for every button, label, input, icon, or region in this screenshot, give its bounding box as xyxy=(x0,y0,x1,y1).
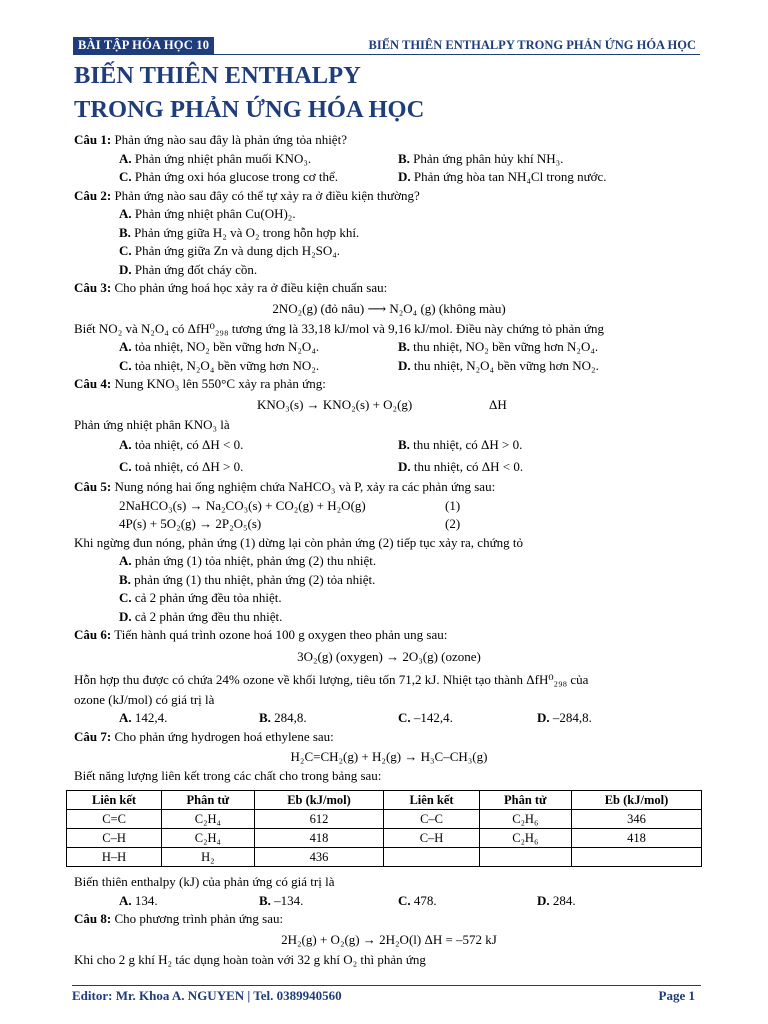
option-a: A. tỏa nhiệt, NO₂ bền vững hơn N₂O₄. xyxy=(119,339,320,354)
question-4-options-cd xyxy=(74,456,704,478)
table-header-row: Liên kết Phân tử Eb (kJ/mol) Liên kết Phân tử Eb (kJ/mol) xyxy=(67,791,702,810)
question-3-options-cd xyxy=(74,357,704,376)
question-4-lead: Phản ứng nhiệt phân KNO₃ là xyxy=(74,416,230,432)
option-d: D. Phản ứng đốt cháy cồn. xyxy=(119,261,258,277)
option-c: C. tỏa nhiệt, N₂O₄ bền vững hơn NO₂. xyxy=(119,357,320,373)
question-5-lead: Khi ngừng đun nóng, phản ứng (1) dừng lại còn phản ứng (2) tiếp tục xảy ra, chứng tỏ xyxy=(74,534,523,550)
option-d: D. –284,8. xyxy=(537,710,592,725)
question-4-equation xyxy=(74,394,704,416)
equation: 2H₂(g) + O₂(g) → 2H₂O(l) ΔH = –572 kJ xyxy=(281,931,497,947)
page-title-line2: TRONG PHẢN ỨNG HÓA HỌC xyxy=(74,96,425,123)
equation: 2NO₂(g) (đỏ nâu) ⟶ N₂O₄ (g) (không màu) xyxy=(272,300,506,316)
equation: KNO₃(s) → KNO₂(s) + O₂(g) xyxy=(257,396,413,412)
table-row: H–H H₂ 436 xyxy=(67,848,702,867)
option-c: C. toả nhiệt, có ΔH > 0. xyxy=(119,459,244,474)
option-b: B. thu nhiệt, có ΔH > 0. xyxy=(398,437,523,452)
option-b: B. –134. xyxy=(259,892,304,908)
option-d: D. 284. xyxy=(537,892,576,908)
question-6: Câu 6: Tiến hành quá trình ozone hoá 100 g oxygen theo phản ung sau: xyxy=(74,627,448,642)
delta-h: ΔH xyxy=(489,396,507,412)
option-c: C. Phản ứng giữa Zn và dung dịch H₂SO₄. xyxy=(119,243,341,258)
option-a: A. Phản ứng nhiệt phân muối KNO₃. xyxy=(119,150,312,166)
question-4: Câu 4: Nung KNO₃ lên 550°C xảy ra phản ứng: xyxy=(74,376,326,391)
option-b: B. 284,8. xyxy=(259,710,307,725)
option-d: D. thu nhiệt, có ΔH < 0. xyxy=(398,459,524,474)
header-subject: BÀI TẬP HÓA HỌC 10 xyxy=(73,37,214,54)
option-d: D. Phản ứng hòa tan NH₄Cl trong nước. xyxy=(398,169,607,184)
question-2: Câu 2: Phản ứng nào sau đây có thể tự xảy ra ở điều kiện thường? xyxy=(74,187,420,203)
question-7-options xyxy=(74,892,704,911)
question-3: Câu 3: Cho phản ứng hoá học xảy ra ở điều kiện chuẩn sau: xyxy=(74,280,388,295)
equation: H₂C=CH₂(g) + H₂(g) → H₃C–CH₃(g) xyxy=(290,749,488,764)
option-d: D. cả 2 phản ứng đều thu nhiệt. xyxy=(119,608,283,624)
option-c: C. –142,4. xyxy=(398,710,453,725)
question-list xyxy=(74,131,704,786)
equation: 3O₂(g) (oxygen) → 2O₃(g) (ozone) xyxy=(297,648,481,664)
option-c: C. 478. xyxy=(398,892,437,908)
table-row: C=C C₂H₄ 612 C–C C₂H₆ 346 xyxy=(67,810,702,829)
page-header xyxy=(73,35,700,55)
option-a: A. Phản ứng nhiệt phân Cu(OH)₂. xyxy=(119,206,296,221)
question-7: Câu 7: Cho phản ứng hydrogen hoá ethylene sau: xyxy=(74,728,334,744)
question-list-continued xyxy=(74,873,704,969)
option-b: B. Phản ứng giữa H₂ và O₂ trong hỗn hợp khí. xyxy=(119,224,360,240)
header-topic: BIẾN THIÊN ENTHALPY TRONG PHẢN ỨNG HÓA HỌC xyxy=(368,38,696,52)
equation-2: 4P(s) + 5O₂(g) → 2P₂O₅(s) (2) xyxy=(119,516,461,531)
page-footer xyxy=(72,985,701,1005)
option-a: A. 142,4. xyxy=(119,710,168,725)
question-1-options-cd xyxy=(74,168,704,187)
page-number: Page 1 xyxy=(658,988,695,1003)
option-a: A. 134. xyxy=(119,892,158,908)
option-b: B. Phản ứng phân hủy khí NH₃. xyxy=(398,150,564,166)
option-b: B. thu nhiệt, NO₂ bền vững hơn N₂O₄. xyxy=(398,339,599,354)
footer-editor: Editor: Mr. Khoa A. NGUYEN | Tel. 0389940560 xyxy=(72,988,342,1003)
question-5: Câu 5: Nung nóng hai ống nghiệm chứa NaHCO₃ và P, xảy ra các phản ứng sau: xyxy=(74,479,496,494)
option-c: C. cả 2 phản ứng đều tỏa nhiệt. xyxy=(119,590,282,605)
option-d: D. thu nhiệt, N₂O₄ bền vững hơn NO₂. xyxy=(398,357,599,373)
question-7-after: Biến thiên enthalpy (kJ) của phản ứng có giá trị là xyxy=(74,874,335,889)
option-a: A. phản ứng (1) tỏa nhiệt, phản ứng (2) thu nhiệt. xyxy=(119,553,377,568)
question-1: Câu 1: Phản ứng nào sau đây là phản ứng tỏa nhiệt? xyxy=(74,132,347,147)
question-6-info: Hỗn hợp thu được có chứa 24% ozone về khối lượng, tiêu tốn 71,2 kJ. Nhiệt tạo thành ΔfH⁰₂₉₈ của xyxy=(74,671,589,687)
option-a: A. tỏa nhiệt, có ΔH < 0. xyxy=(119,437,244,452)
question-6-info-2: ozone (kJ/mol) có giá trị là xyxy=(74,691,215,707)
question-8: Câu 8: Cho phương trình phản ứng sau: xyxy=(74,911,284,926)
question-7-lead: Biết năng lượng liên kết trong các chất cho trong bảng sau: xyxy=(74,768,382,783)
question-1-options-ab xyxy=(74,150,704,169)
question-4-options-ab xyxy=(74,434,704,456)
equation-1: 2NaHCO₃(s) → Na₂CO₃(s) + CO₂(g) + H₂O(g) (1) xyxy=(119,497,461,513)
option-c: C. Phản ứng oxi hóa glucose trong cơ thể. xyxy=(119,169,338,184)
question-3-info: Biết NO₂ và N₂O₄ có ΔfH⁰₂₉₈ tương ứng là 33,18 kJ/mol và 9,16 kJ/mol. Điều này chứng tỏ phản ứng xyxy=(74,320,605,336)
page-title-line1: BIẾN THIÊN ENTHALPY xyxy=(74,62,361,89)
option-b: B. phản ứng (1) thu nhiệt, phản ứng (2) tỏa nhiệt. xyxy=(119,571,376,587)
bond-energy-table xyxy=(66,790,702,867)
question-3-options-ab xyxy=(74,338,704,357)
question-8-lead: Khi cho 2 g khí H₂ tác dụng hoàn toàn với 32 g khí O₂ thì phản ứng xyxy=(74,951,426,967)
table-row: C–H C₂H₄ 418 C–H C₂H₆ 418 xyxy=(67,829,702,848)
question-6-options xyxy=(74,709,704,728)
